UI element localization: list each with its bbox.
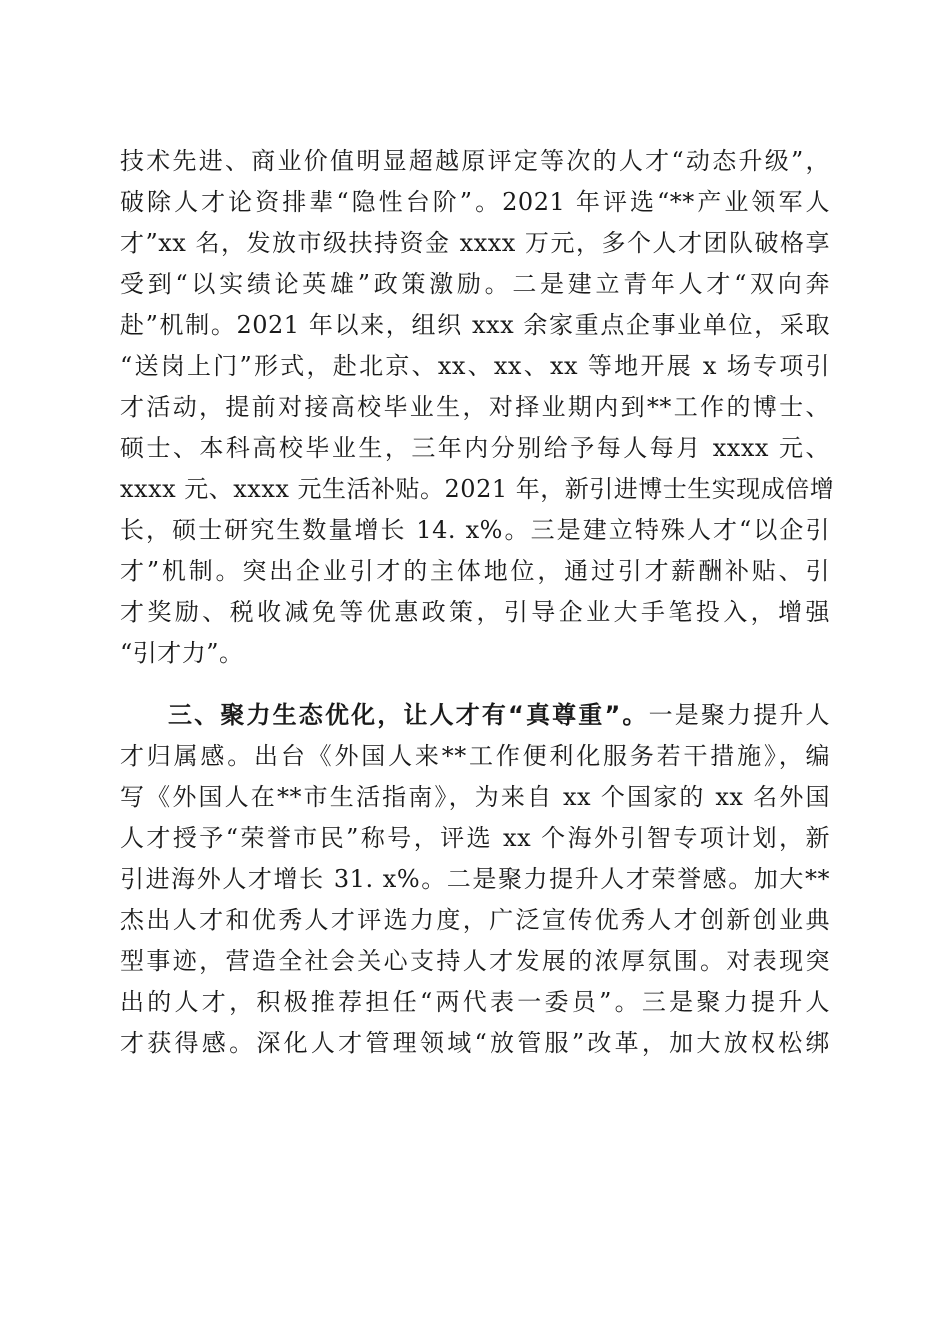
text-line: 才”机制。突出企业引才的主体地位，通过引才薪酬补贴、引 — [120, 557, 830, 585]
heading-line-rest: 一是聚力提升人 — [648, 701, 831, 729]
text-line: xxxx 元、xxxx 元生活补贴。2021 年，新引进博士生实现成倍增 — [120, 475, 835, 503]
text-line: “引才力”。 — [120, 639, 244, 667]
text-line: 破除人才论资排辈“隐性台阶”。2021 年评选“**产业领军人 — [120, 188, 830, 216]
text-line: 引进海外人才增长 31. x%。二是聚力提升人才荣誉感。加大** — [120, 865, 830, 893]
text-line: 受到“以实绩论英雄”政策激励。二是建立青年人才“双向奔 — [120, 270, 830, 298]
text-line: 长，硕士研究生数量增长 14. x%。三是建立特殊人才“以企引 — [120, 516, 830, 544]
text-line: 出的人才，积极推荐担任“两代表一委员”。三是聚力提升人 — [120, 988, 830, 1016]
text-line: 才活动，提前对接高校毕业生，对择业期内到**工作的博士、 — [120, 393, 830, 421]
text-line: 赴”机制。2021 年以来，组织 xxx 余家重点企事业单位，采取 — [120, 311, 830, 339]
text-line: 写《外国人在**市生活指南》，为来自 xx 个国家的 xx 名外国 — [120, 783, 830, 811]
text-line: 才”xx 名，发放市级扶持资金 xxxx 万元，多个人才团队破格享 — [120, 229, 830, 257]
text-line: 才归属感。出台《外国人来**工作便利化服务若干措施》，编 — [120, 742, 830, 770]
section-heading: 三、聚力生态优化，让人才有“真尊重”。 — [168, 701, 649, 729]
text-line: “送岗上门”形式，赴北京、xx、xx、xx 等地开展 x 场专项引 — [120, 352, 830, 380]
heading-line — [168, 694, 830, 736]
text-line: 人才授予“荣誉市民”称号，评选 xx 个海外引智专项计划，新 — [120, 824, 830, 852]
text-line: 杰出人才和优秀人才评选力度，广泛宣传优秀人才创新创业典 — [120, 906, 830, 934]
text-line: 型事迹，营造全社会关心支持人才发展的浓厚氛围。对表现突 — [120, 947, 830, 975]
text-line: 硕士、本科高校毕业生，三年内分别给予每人每月 xxxx 元、 — [120, 434, 830, 462]
text-line: 技术先进、商业价值明显超越原评定等次的人才“动态升级”， — [120, 147, 830, 175]
text-line: 才奖励、税收减免等优惠政策，引导企业大手笔投入，增强 — [120, 598, 830, 626]
text-line: 才获得感。深化人才管理领域“放管服”改革，加大放权松绑 — [120, 1029, 830, 1057]
